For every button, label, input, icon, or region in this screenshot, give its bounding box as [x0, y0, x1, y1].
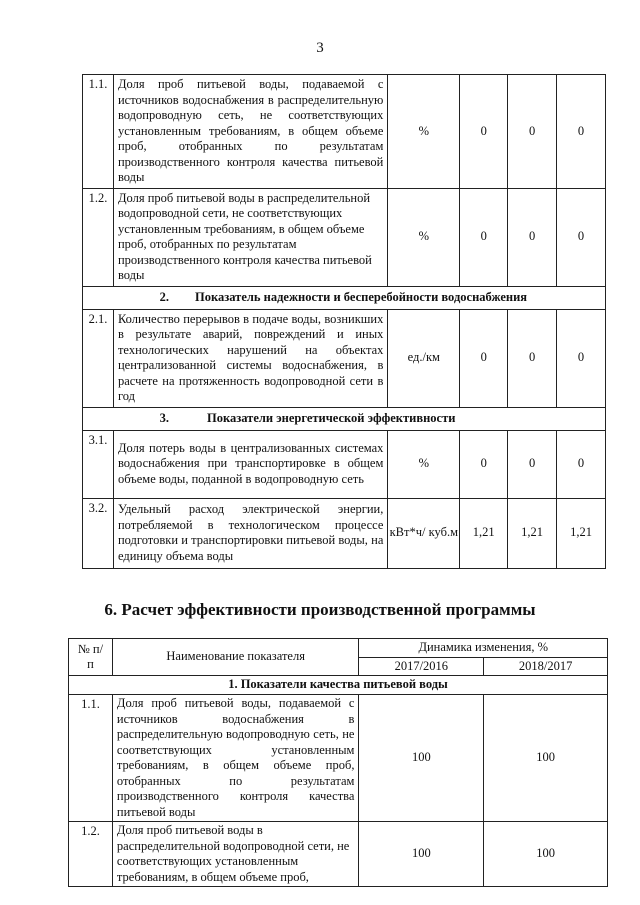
value-cell: 100 [359, 695, 484, 822]
value-cell: 100 [359, 822, 484, 887]
value-cell: 0 [508, 188, 557, 286]
row-number: 1.1. [69, 695, 113, 822]
unit-cell: % [388, 188, 460, 286]
header-row [69, 639, 608, 658]
table-row [69, 822, 608, 887]
value-cell: 0 [460, 75, 508, 189]
row-number: 3.2. [83, 498, 114, 568]
unit-cell: ед./км [388, 309, 460, 407]
value-cell: 0 [557, 430, 606, 498]
period-header: 2017/2016 [359, 657, 484, 676]
section-heading [83, 286, 606, 309]
table-row [83, 430, 606, 498]
name-column-header: Наименование показателя [112, 639, 359, 676]
table-row [83, 188, 606, 286]
value-cell: 0 [460, 309, 508, 407]
indicator-name: Количество перерывов в подаче воды, возникших в результате аварий, повреждений и иных технологических нарушений на объектах централизованной системы водоснабжения, в расчете на протяженность водопроводной сети в год [113, 309, 387, 407]
page-number: 3 [316, 40, 324, 56]
indicator-name: Доля проб питьевой воды в распределительной водопроводной сети, не соответствующих установленным требованиям, в общем объеме проб, отобранных по результатам производственного контроля качества питьевой воды [113, 188, 387, 286]
value-cell: 0 [508, 430, 557, 498]
value-cell: 0 [557, 309, 606, 407]
value-cell: 1,21 [460, 498, 508, 568]
section-title: Показатель надежности и бесперебойности водоснабжения [195, 289, 528, 304]
value-cell: 100 [484, 695, 608, 822]
section-number: 3. [159, 410, 169, 425]
indicator-name: Доля проб питьевой воды, подаваемой с источников водоснабжения в распределительную водопроводную сеть, не соответствующих установленным требованиям, в общем объеме проб, отобранных по результатам производственного контроля качества питьевой воды [113, 75, 387, 189]
period-header: 2018/2017 [484, 657, 608, 676]
indicator-name: Доля проб питьевой воды в распределительной водопроводной сети, не соответствующих установленным требованиям, в общем объеме проб, [112, 822, 359, 887]
row-number: 3.1. [83, 430, 114, 498]
section-number: 2. [159, 289, 169, 304]
section-heading: 1. Показатели качества питьевой воды [69, 676, 608, 695]
value-cell: 0 [508, 75, 557, 189]
table-row [83, 498, 606, 568]
section-heading [83, 407, 606, 430]
value-cell: 0 [508, 309, 557, 407]
indicator-name: Доля проб питьевой воды, подаваемой с источников водоснабжения в распределительную водопроводную сеть, не соответствующих установленным требованиям, в общем объеме проб, отобранных по результатам производственного контроля качества питьевой воды [112, 695, 359, 822]
row-number: 1.2. [83, 188, 114, 286]
table-row [83, 309, 606, 407]
value-cell: 1,21 [508, 498, 557, 568]
section-row [83, 286, 606, 309]
efficiency-table [68, 638, 608, 887]
unit-cell: кВт*ч/ куб.м [388, 498, 460, 568]
row-number: 1.1. [83, 75, 114, 189]
section-title: Показатели энергетической эффективности [207, 410, 456, 425]
dynamics-header: Динамика изменения, % [359, 639, 608, 658]
value-cell: 100 [484, 822, 608, 887]
section-6-heading: 6. Расчет эффективности производственной программы [104, 600, 536, 619]
indicator-name: Удельный расход электрической энергии, потребляемой в технологическом процессе подготовки и транспортировки питьевой воды, на единицу объема воды [113, 498, 387, 568]
section-row [69, 676, 608, 695]
indicators-table [82, 74, 606, 569]
value-cell: 0 [460, 430, 508, 498]
value-cell: 0 [557, 75, 606, 189]
value-cell: 0 [557, 188, 606, 286]
table-row [83, 75, 606, 189]
value-cell: 0 [460, 188, 508, 286]
table-row [69, 695, 608, 822]
row-number: 1.2. [69, 822, 113, 887]
value-cell: 1,21 [557, 498, 606, 568]
unit-cell: % [388, 430, 460, 498]
indicator-name: Доля потерь воды в централизованных системах водоснабжения при транспортировке в общем объеме воды, поданной в водопроводную сеть [113, 430, 387, 498]
number-column-header: № п/п [69, 639, 113, 676]
section-row [83, 407, 606, 430]
unit-cell: % [388, 75, 460, 189]
row-number: 2.1. [83, 309, 114, 407]
